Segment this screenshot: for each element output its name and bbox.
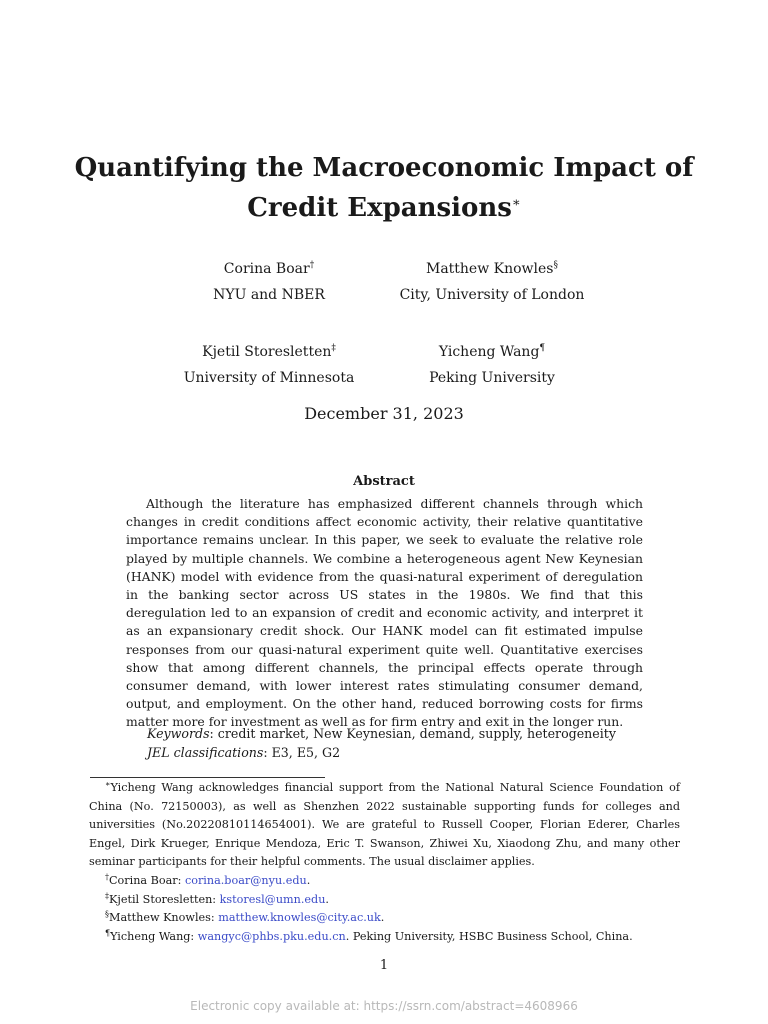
jel-label: JEL classifications — [147, 745, 264, 760]
footnote-mark: § — [105, 909, 109, 919]
footnote-mark: ∗ — [105, 779, 111, 789]
author-block-boar — [139, 256, 399, 308]
footnote-contact-suffix: . — [306, 873, 311, 887]
footnote-mark: ‡ — [105, 890, 109, 900]
author-name: Corina Boar — [223, 261, 310, 277]
author-name: Kjetil Storesletten — [202, 344, 332, 360]
keywords-line — [147, 724, 647, 743]
footnote-contact-label: Yicheng Wang: — [110, 929, 198, 943]
email-link[interactable]: matthew.knowles@city.ac.uk — [218, 911, 381, 925]
author-footnote-mark[interactable]: § — [553, 260, 558, 271]
author-affiliation: Peking University — [429, 370, 555, 386]
paper-title — [60, 148, 708, 228]
author-footnote-mark[interactable]: ¶ — [539, 343, 546, 354]
author-affiliation: University of Minnesota — [183, 370, 355, 386]
author-affiliation: NYU and NBER — [213, 287, 325, 303]
footnote-acknowledgements-text: Yicheng Wang acknowledges financial support from the National Natural Science Foundation of China (No. 72150003), as well as Shenzhen 2022 sustainable supporting funds for colleges and universities (No.20220810114654001). We are grateful to Russell Cooper, Florian Ederer, Charles Engel, Dirk Krueger, Enrique Mendoza, Eric T. Swanson, Zhiwei Xu, Xiaodong Zhu, and many other seminar participants for their helpful comments. The usual disclaimer applies. — [89, 781, 680, 869]
footnote-contact-knowles — [89, 909, 680, 928]
paper-title-line-2: Credit Expansions — [247, 193, 512, 223]
footnote-mark: † — [105, 872, 109, 882]
author-affiliation: City, University of London — [399, 287, 585, 303]
keywords-text: : credit market, New Keynesian, demand, supply, heterogeneity — [209, 726, 616, 741]
author-block-wang — [362, 339, 622, 391]
email-link[interactable]: wangyc@phbs.pku.edu.cn — [197, 929, 346, 943]
title-footnote-mark[interactable]: ∗ — [511, 195, 521, 211]
author-footnote-mark[interactable]: ‡ — [331, 343, 336, 354]
footnote-contact-suffix: . — [325, 892, 329, 906]
jel-line — [147, 743, 647, 762]
author-block-storesletten — [139, 339, 399, 391]
author-name: Yicheng Wang — [438, 344, 540, 360]
author-name: Matthew Knowles — [425, 261, 554, 277]
footnote-contact-suffix: . — [380, 911, 385, 925]
footnotes — [89, 779, 680, 946]
keywords-label: Keywords — [147, 726, 210, 741]
page-number: 1 — [379, 958, 389, 973]
footnote-contact-label: Kjetil Storesletten: — [109, 892, 220, 906]
abstract-heading: Abstract — [353, 474, 415, 489]
keywords-block — [147, 724, 647, 762]
footnote-contact-boar — [89, 872, 680, 891]
footnote-mark: ¶ — [105, 928, 111, 938]
author-footnote-mark[interactable]: † — [309, 260, 315, 271]
footnote-contact-storesletten — [89, 891, 680, 910]
publication-date: December 31, 2023 — [304, 404, 464, 423]
footnote-contact-label: Corina Boar: — [109, 873, 185, 887]
footnote-divider — [90, 777, 325, 778]
abstract-body: Although the literature has emphasized different channels through which changes in credit conditions affect economic activity, their relative quantitative importance remains unclear. In this paper, we seek to evaluate the relative role played by multiple channels. We combine a heterogeneous agent New Keynesian (HANK) model with evidence from the quasi-natural experiment of deregulation in the banking sector across US states in the 1980s. We find that this deregulation led to an expansion of credit and economic activity, and interpret it as an expansionary credit shock. Our HANK model can fit estimated impulse responses from our quasi-natural experiment quite well. Quantitative exercises show that among different channels, the principal effects operate through consumer demand, with lower interest rates stimulating consumer demand, output, and employment. On the other hand, reduced borrowing costs for firms matter more for investment as well as for firm entry and exit in the longer run. — [126, 496, 643, 730]
ssrn-availability-notice: Electronic copy available at: https://ssrn.com/abstract=4608966 — [190, 999, 578, 1013]
paper-title-line-1: Quantifying the Macroeconomic Impact of — [74, 153, 694, 183]
footnote-contact-suffix: . Peking University, HSBC Business School, China. — [345, 929, 633, 943]
footnote-contact-label: Matthew Knowles: — [109, 911, 219, 925]
email-link[interactable]: corina.boar@nyu.edu — [184, 873, 307, 887]
jel-text: : E3, E5, G2 — [263, 745, 341, 760]
author-block-knowles — [362, 256, 622, 308]
footnote-acknowledgements — [89, 779, 680, 872]
email-link[interactable]: kstoresl@umn.edu — [219, 892, 326, 906]
footnote-contact-wang — [89, 928, 680, 947]
